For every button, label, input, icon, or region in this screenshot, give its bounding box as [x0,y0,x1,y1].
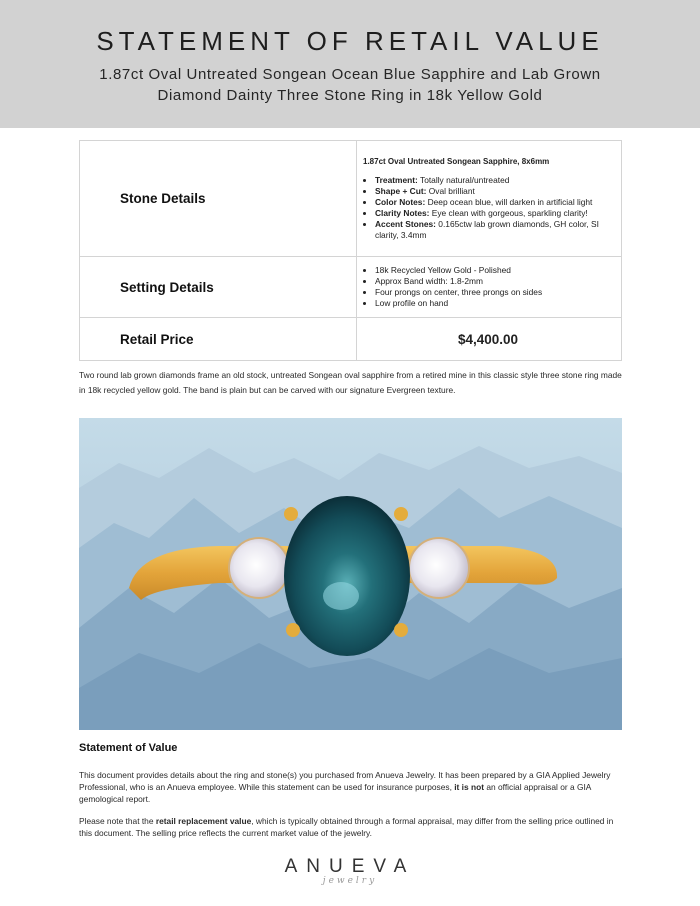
prong-bottom-right [394,623,408,637]
statement-paragraph-2: Please note that the retail replacement value, which is typically obtained through a formal appraisal, may differ from the selling price outlined in this document. The selling price reflects the current market value of the jewelry. [79,816,614,838]
list-item: • Treatment: Totally natural/untreated [375,175,613,186]
setting-details-label: Setting Details [80,257,357,318]
list-item: • Accent Stones: 0.165ctw lab grown diamonds, GH color, SI clarity, 3.4mm [375,219,613,241]
sapphire-stone [284,496,410,656]
retail-price-row [80,318,622,361]
list-item: • Color Notes: Deep ocean blue, will darken in artificial light [375,197,613,208]
setting-details-list [363,265,613,309]
setting-details-row [80,257,622,318]
stone-heading: 1.87ct Oval Untreated Songean Sapphire, 8x6mm [363,157,550,166]
ring-subtitle [70,64,630,106]
prong-bottom-left [286,623,300,637]
subtitle-line-2: Diamond Dainty Three Stone Ring in 18k Yellow Gold [157,87,543,104]
ring-photo [79,418,622,730]
setting-details-value [357,257,622,318]
list-item: • Low profile on hand [375,298,613,309]
brand-logo: ANUEVA [284,856,416,877]
prong-top-left [284,507,298,521]
details-table [79,140,622,361]
document-title: STATEMENT OF RETAIL VALUE [96,26,604,56]
brand-tagline: jewelry [322,876,378,886]
statement-paragraph-1: This document provides details about the ring and stone(s) you purchased from Anueva Jewelry. It has been prepared by a GIA Applied Jewelry Professional, who is an Anueva employee. While this statement can be used for insurance purposes, it is not an official appraisal or a GIA gemological report. [79,770,611,804]
list-item: • Shape + Cut: Oval brilliant [375,186,613,197]
retail-price-label: Retail Price [80,318,357,361]
list-item: • Approx Band width: 1.8-2mm [375,276,613,287]
statement-title: Statement of Value [79,742,178,754]
retail-price-value: $4,400.00 [357,318,622,361]
stone-details-label: Stone Details [80,141,357,257]
header-banner [0,0,700,128]
prong-top-right [394,507,408,521]
left-diamond [229,538,289,598]
right-diamond [409,538,469,598]
ring-illustration [79,418,622,730]
list-item: • Four prongs on center, three prongs on sides [375,287,613,298]
sapphire-highlight [323,582,359,610]
subtitle-line-1: 1.87ct Oval Untreated Songean Ocean Blue Sapphire and Lab Grown [99,66,601,83]
list-item: • Clarity Notes: Eye clean with gorgeous, sparkling clarity! [375,208,613,219]
stone-details-list [363,175,613,241]
stone-details-row [80,141,622,257]
stone-details-value [357,141,622,257]
ring-description: Two round lab grown diamonds frame an old stock, untreated Songean oval sapphire from a retired mine in this classic style three stone ring made in 18k recycled yellow gold. The band is plain but can be carved with our signature Evergreen texture. [79,370,622,395]
list-item: • 18k Recycled Yellow Gold - Polished [375,265,613,276]
